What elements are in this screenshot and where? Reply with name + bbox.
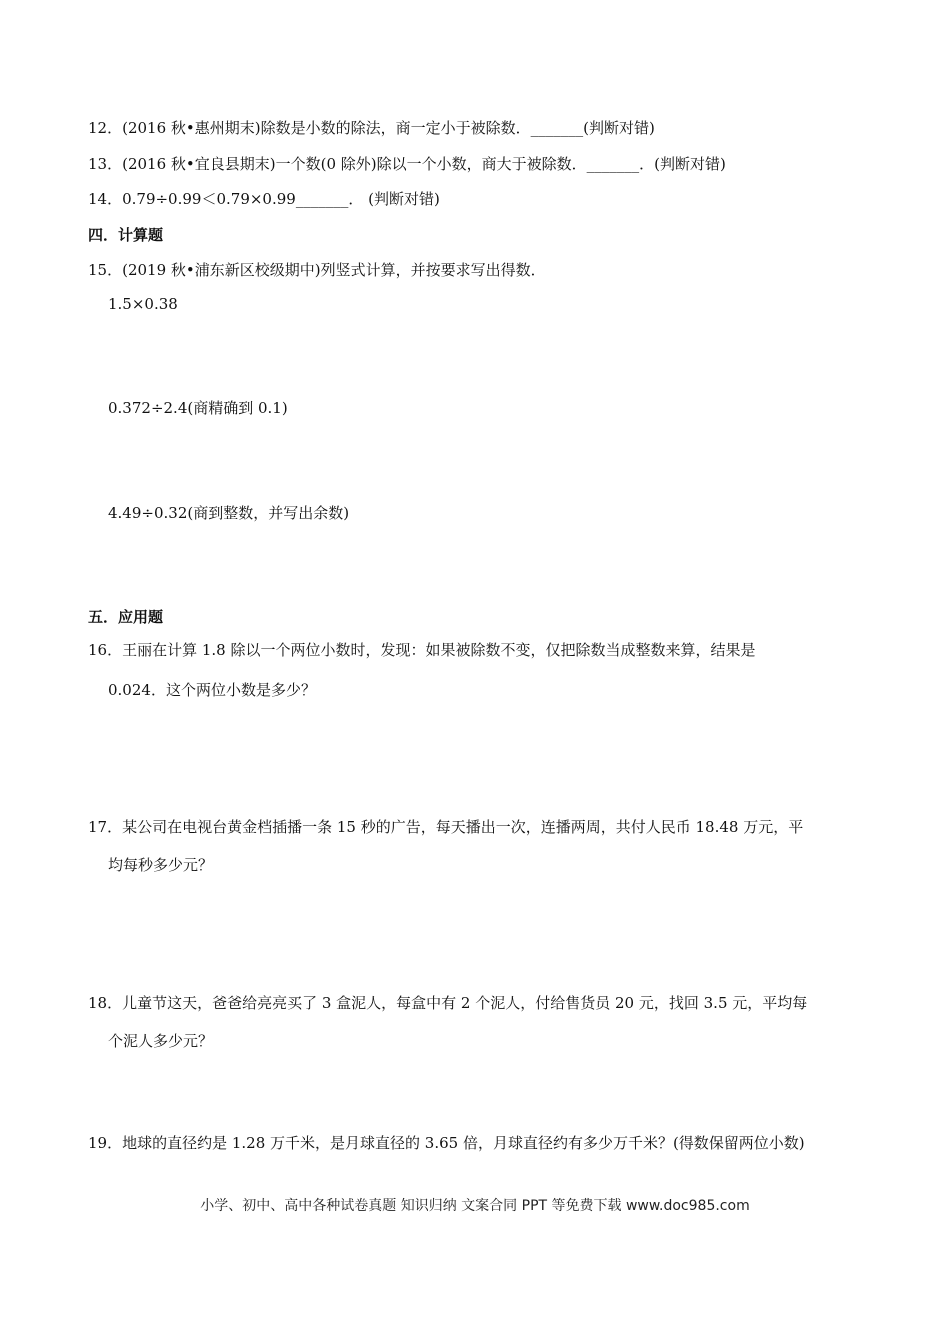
calc-item-2: 0.372÷2.4(商精确到 0.1) <box>108 399 288 417</box>
question-text: ．(2016 秋•惠州期末)除数是小数的除法，商一定小于被除数．_______(判断对错) <box>107 119 655 137</box>
question-16-line-2: 0.024．这个两位小数是多少？ <box>108 681 316 699</box>
question-12 <box>88 118 655 138</box>
question-13 <box>88 154 726 174</box>
question-17-line-1: 17．某公司在电视台黄金档插播一条 15 秒的广告，每天播出一次，连播两周，共付人民币 18.48 万元，平 <box>88 818 804 836</box>
section-5-title: 五．应用题 <box>88 608 164 626</box>
question-text: ．(2016 秋•宜良县期末)一个数(0 除外)除以一个小数，商大于被除数．_______．(判断对错) <box>107 155 726 173</box>
question-15: 15．(2019 秋•浦东新区校级期中)列竖式计算，并按要求写出得数． <box>88 261 546 279</box>
question-18-line-1: 18．儿童节这天，爸爸给亮亮买了 3 盒泥人，每盒中有 2 个泥人，付给售货员 20 元，找回 3.5 元，平均每 <box>88 994 808 1012</box>
calc-item-3: 4.49÷0.32(商到整数，并写出余数) <box>108 504 350 522</box>
question-text: ．0.79÷0.99＜0.79×0.99_______． (判断对错) <box>107 190 440 208</box>
question-17-line-2: 均每秒多少元？ <box>108 856 214 874</box>
question-19: 19．地球的直径约是 1.28 万千米，是月球直径的 3.65 倍，月球直径约有多少万千米？(得数保留两位小数) <box>88 1134 805 1152</box>
section-4-title: 四．计算题 <box>88 226 164 244</box>
question-16-line-1: 16．王丽在计算 1.8 除以一个两位小数时，发现：如果被除数不变，仅把除数当成整数来算，结果是 <box>88 641 756 659</box>
calc-item-1: 1.5×0.38 <box>108 295 178 313</box>
question-number: 14 <box>88 190 108 208</box>
question-number: 13 <box>88 155 108 173</box>
page-footer: 小学、初中、高中各种试卷真题 知识归纳 文案合同 PPT 等免费下载 www.doc985.com <box>200 1198 750 1214</box>
question-number: 12 <box>88 119 108 137</box>
question-18-line-2: 个泥人多少元？ <box>108 1032 214 1050</box>
question-14 <box>88 189 440 209</box>
